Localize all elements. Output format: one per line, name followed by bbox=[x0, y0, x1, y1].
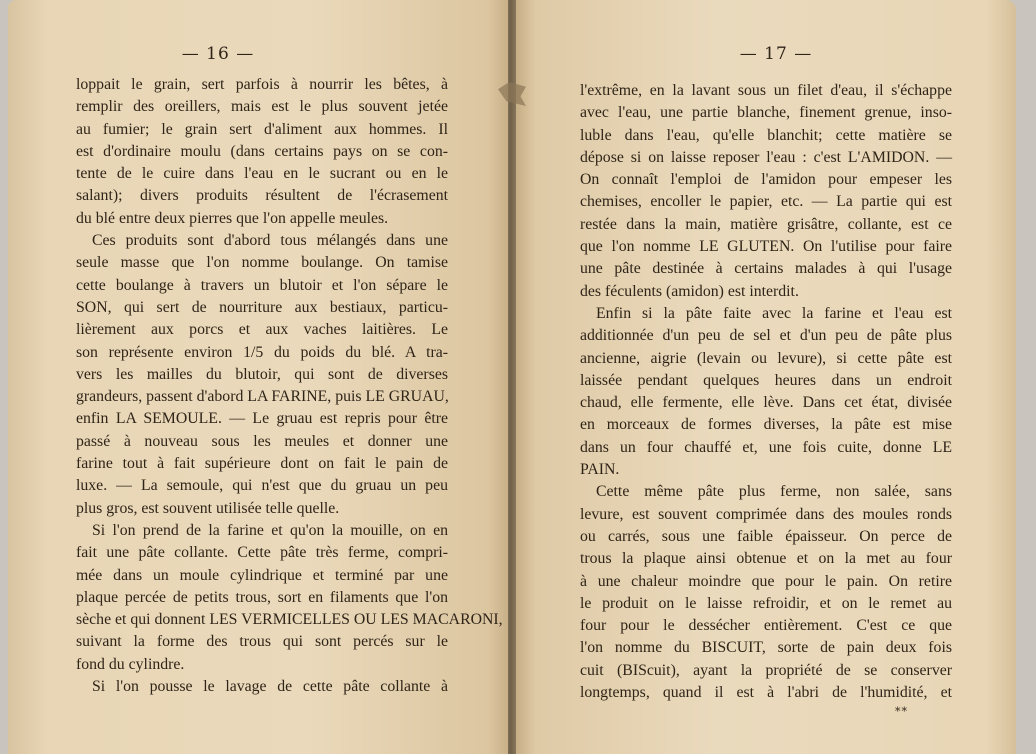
text-line: plus gros, est souvent utilisée telle quelle. bbox=[76, 499, 340, 517]
right-page-text bbox=[580, 80, 952, 704]
text-line: une pâte destinée à certains malades à qui l'usage bbox=[580, 260, 952, 278]
text-line: Si l'on prend de la farine et qu'on la mouille, on en bbox=[92, 521, 448, 539]
text-line: four pour le dessécher entièrement. C'est ce que bbox=[580, 617, 952, 635]
text-line: trous la plaque ainsi obtenue et on la met au four bbox=[580, 550, 952, 568]
text-line: salant); divers produits résultent de l'écrasement bbox=[76, 187, 448, 205]
text-line: seule masse que l'on nomme boulange. On tamise bbox=[76, 254, 448, 272]
text-line: ou carrés, sous une faible épaisseur. On perce de bbox=[580, 527, 952, 545]
text-line: plaque percée de petits trous, sort en filaments que l'on bbox=[76, 588, 448, 606]
text-line: vers les mailles du blutoir, qui sont de diverses bbox=[76, 365, 448, 383]
text-line: dans un four chauffé et, une fois cuite, donne LE bbox=[580, 438, 952, 456]
text-line: est d'ordinaire moulu (dans certains pays on se con- bbox=[76, 142, 448, 160]
text-line: à une chaleur moindre que pour le pain. On retire bbox=[580, 572, 952, 590]
text-line: mée dans un moule cylindrique et terminé par une bbox=[76, 566, 448, 584]
text-line: suivant la forme des trous qui sont percés sur le bbox=[76, 633, 448, 651]
right-page bbox=[516, 0, 1016, 754]
text-line: Ces produits sont d'abord tous mélangés dans une bbox=[92, 232, 448, 250]
text-line: SON, qui sert de nourriture aux bestiaux, particu- bbox=[76, 298, 448, 316]
text-line: ancienne, aigrie (levain ou levure), si cette pâte est bbox=[580, 349, 952, 367]
left-page bbox=[8, 0, 508, 754]
text-line: cuit (BIScuit), ayant la propriété de se conserver bbox=[580, 661, 952, 679]
text-line: longtemps, quand il est à l'abri de l'humidité, et bbox=[580, 684, 952, 702]
text-line: luble dans l'eau, qu'elle blanchit; cette matière se bbox=[580, 126, 952, 144]
text-line: fond du cylindre. bbox=[76, 655, 185, 673]
text-line: Si l'on pousse le lavage de cette pâte collante à bbox=[92, 678, 448, 696]
page-number-right: — 17 — bbox=[739, 44, 813, 64]
text-line: loppait le grain, sert parfois à nourrir les bêtes, à bbox=[76, 76, 448, 93]
text-line: passé à nouveau sous les meules et donner une bbox=[76, 432, 448, 450]
text-line: que l'on nomme LE GLUTEN. On l'utilise pour faire bbox=[580, 238, 952, 256]
text-line: PAIN. bbox=[580, 461, 620, 479]
text-line: chaud, elle fermente, elle lève. Dans cet état, divisée bbox=[580, 394, 952, 412]
text-line: le produit on le laisse refroidir, et on le remet au bbox=[580, 594, 952, 612]
text-line: remplir des oreillers, mais est le plus souvent jetée bbox=[76, 98, 448, 116]
text-line: enfin LA SEMOULE. — Le gruau est repris pour être bbox=[76, 410, 448, 428]
text-line: au fumier; le grain sert d'aliment aux hommes. Il bbox=[76, 120, 448, 138]
text-line: additionnée d'un peu de sel et d'un peu de pâte plus bbox=[580, 327, 952, 345]
signature-mark: ** bbox=[895, 705, 908, 718]
text-line: l'extrême, en la lavant sous un filet d'eau, il s'échappe bbox=[580, 82, 952, 99]
text-line: restée dans la main, matière grisâtre, collante, est ce bbox=[580, 215, 952, 233]
text-line: dépose si on laisse reposer l'eau : c'est L'AMIDON. — bbox=[580, 148, 952, 166]
text-line: du blé entre deux pierres que l'on appelle meules. bbox=[76, 209, 389, 227]
text-line: l'on nomme du BISCUIT, sorte de pain deux fois bbox=[580, 639, 952, 657]
text-line: avec l'eau, une partie blanche, finement grenue, inso- bbox=[580, 104, 952, 122]
text-line: fait une pâte collante. Cette pâte très ferme, compri- bbox=[76, 544, 448, 562]
text-line: luxe. — La semoule, qui n'est que du gruau un peu bbox=[76, 477, 448, 495]
left-page-text bbox=[76, 74, 503, 698]
text-line: lièrement aux porcs et aux vaches laitières. Le bbox=[76, 321, 448, 339]
text-line: Cette même pâte plus ferme, non salée, sans bbox=[596, 483, 952, 501]
text-line: cette boulange à travers un blutoir et l'on sépare le bbox=[76, 276, 448, 294]
page-number-left: — 16 — bbox=[181, 44, 255, 64]
text-line: chemises, encoller le papier, etc. — La partie qui est bbox=[580, 193, 952, 211]
text-line: tente de le cuire dans l'eau en le sucrant ou en le bbox=[76, 165, 448, 183]
text-line: son représente environ 1/5 du poids du blé. A tra- bbox=[76, 343, 448, 361]
text-line: sèche et qui donnent LES VERMICELLES OU LES MACARONI, bbox=[76, 611, 503, 629]
text-line: farine tout à fait supérieure dont on fait le pain de bbox=[76, 455, 448, 473]
text-line: On connaît l'emploi de l'amidon pour empeser les bbox=[580, 171, 952, 189]
text-line: levure, est souvent comprimée dans des moules ronds bbox=[580, 505, 952, 523]
text-line: en morceaux de formes diverses, la pâte est mise bbox=[580, 416, 952, 434]
text-line: grandeurs, passent d'abord LA FARINE, puis LE GRUAU, bbox=[76, 388, 449, 406]
text-line: des féculents (amidon) est interdit. bbox=[580, 282, 799, 300]
text-line: laissée pendant quelques heures dans un endroit bbox=[580, 371, 952, 389]
text-line: Enfin si la pâte faite avec la farine et l'eau est bbox=[596, 304, 952, 322]
